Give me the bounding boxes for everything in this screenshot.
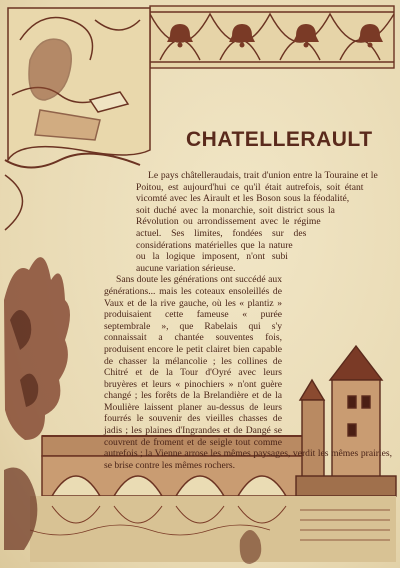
article-body <box>104 170 392 471</box>
paragraph-2: Sans doute les générations ont succédé aux générations... mais les coteaux ensoleillés de Vaux et de la rive gauche, où les « plantiz » produisaient cette fameuse « purée septembrale », que Rabelais qui s'y connaissait a chantée souventes fois, produisent encore le petit clairet bien capable de chasser la mélancolie ; les collines de Chitré et de la Tour d'Oyré avec leurs bruyères et leurs « pinochiers » n'ont guère changé ; les forêts de la Brelandière et de la Moulière laissent planer au-dessus de leurs fourrés le souvenir des vieilles chasses de jadis ; les plaines d'Ingrandes et de Dangé se couvrent de froment et de seigle tout comme autrefois ; la Vienne arrose les mêmes paysages, verdit les mêmes prairies, se brise contre les mêmes rochers. <box>104 274 392 471</box>
page-title: CHATELLERAULT <box>186 128 373 151</box>
tree-foliage <box>4 257 70 440</box>
paragraph-1: Le pays châtelleraudais, trait d'union entre la Touraine et le Poitou, est aujourd'hui ce qu'il était autrefois, soit étant vicomté avec les Airault et les Boson sous la féodalité, soit duché avec la monarchie, soit district sous la Révolution ou arrondissement avec le régime actuel. Ses limites, fondées sur des considérations matérielles que la nature ou la logique imposent, n'ont subi aucune variation sérieuse. <box>136 170 378 274</box>
river <box>30 496 396 562</box>
